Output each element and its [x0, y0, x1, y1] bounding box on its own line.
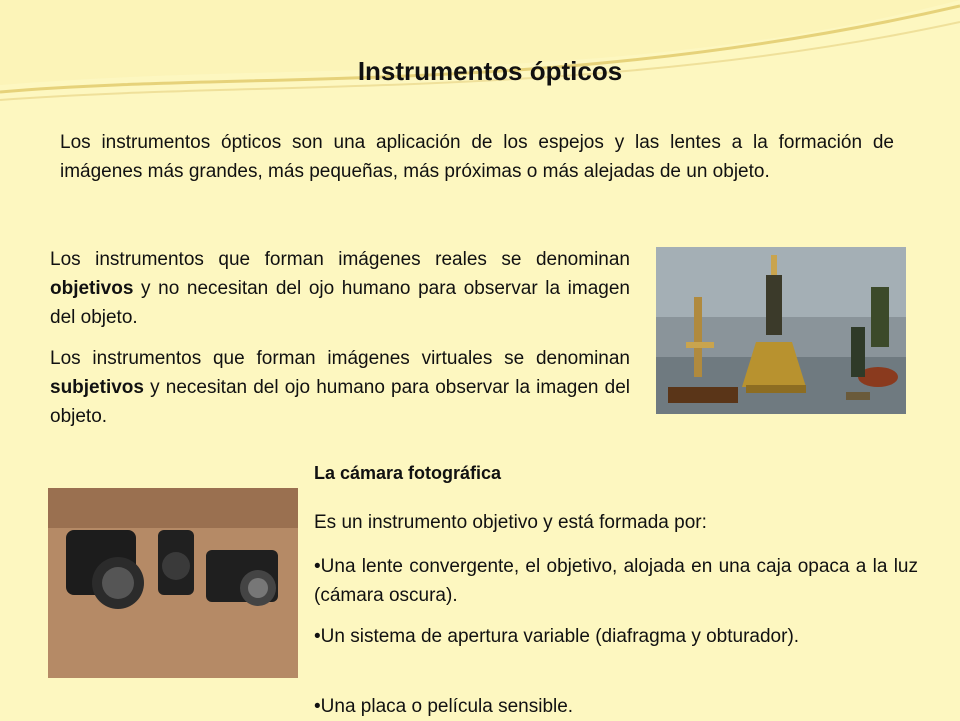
- camera-item-lens: •Una lente convergente, el objetivo, alojada en una caja opaca a la luz (cámara oscura).: [314, 556, 918, 606]
- cameras-photo: [48, 488, 298, 678]
- slide-title: Instrumentos ópticos: [357, 56, 623, 86]
- intro-paragraph: Los instrumentos ópticos son una aplicación de los espejos y las lentes a la formación de imágenes más grandes, más pequeñas, más próximas o más alejadas de un objeto.: [60, 132, 894, 182]
- camera-item-film: •Una placa o película sensible.: [314, 696, 574, 717]
- camera-item-aperture: •Un sistema de apertura variable (diafragma y obturador).: [314, 626, 800, 647]
- camera-heading: La cámara fotográfica: [314, 463, 502, 483]
- microscopes-photo: [656, 247, 906, 414]
- objective-term: objetivos: [50, 278, 134, 299]
- objective-paragraph: Los instrumentos que forman imágenes reales se denominan objetivos y no necesitan del ojo humano para observar la imagen del objeto.: [50, 249, 630, 328]
- subjective-paragraph: Los instrumentos que forman imágenes virtuales se denominan subjetivos y necesitan del ojo humano para observar la imagen del objeto.: [50, 348, 630, 427]
- subjective-term: subjetivos: [50, 377, 144, 398]
- camera-lead: Es un instrumento objetivo y está formada por:: [314, 512, 707, 533]
